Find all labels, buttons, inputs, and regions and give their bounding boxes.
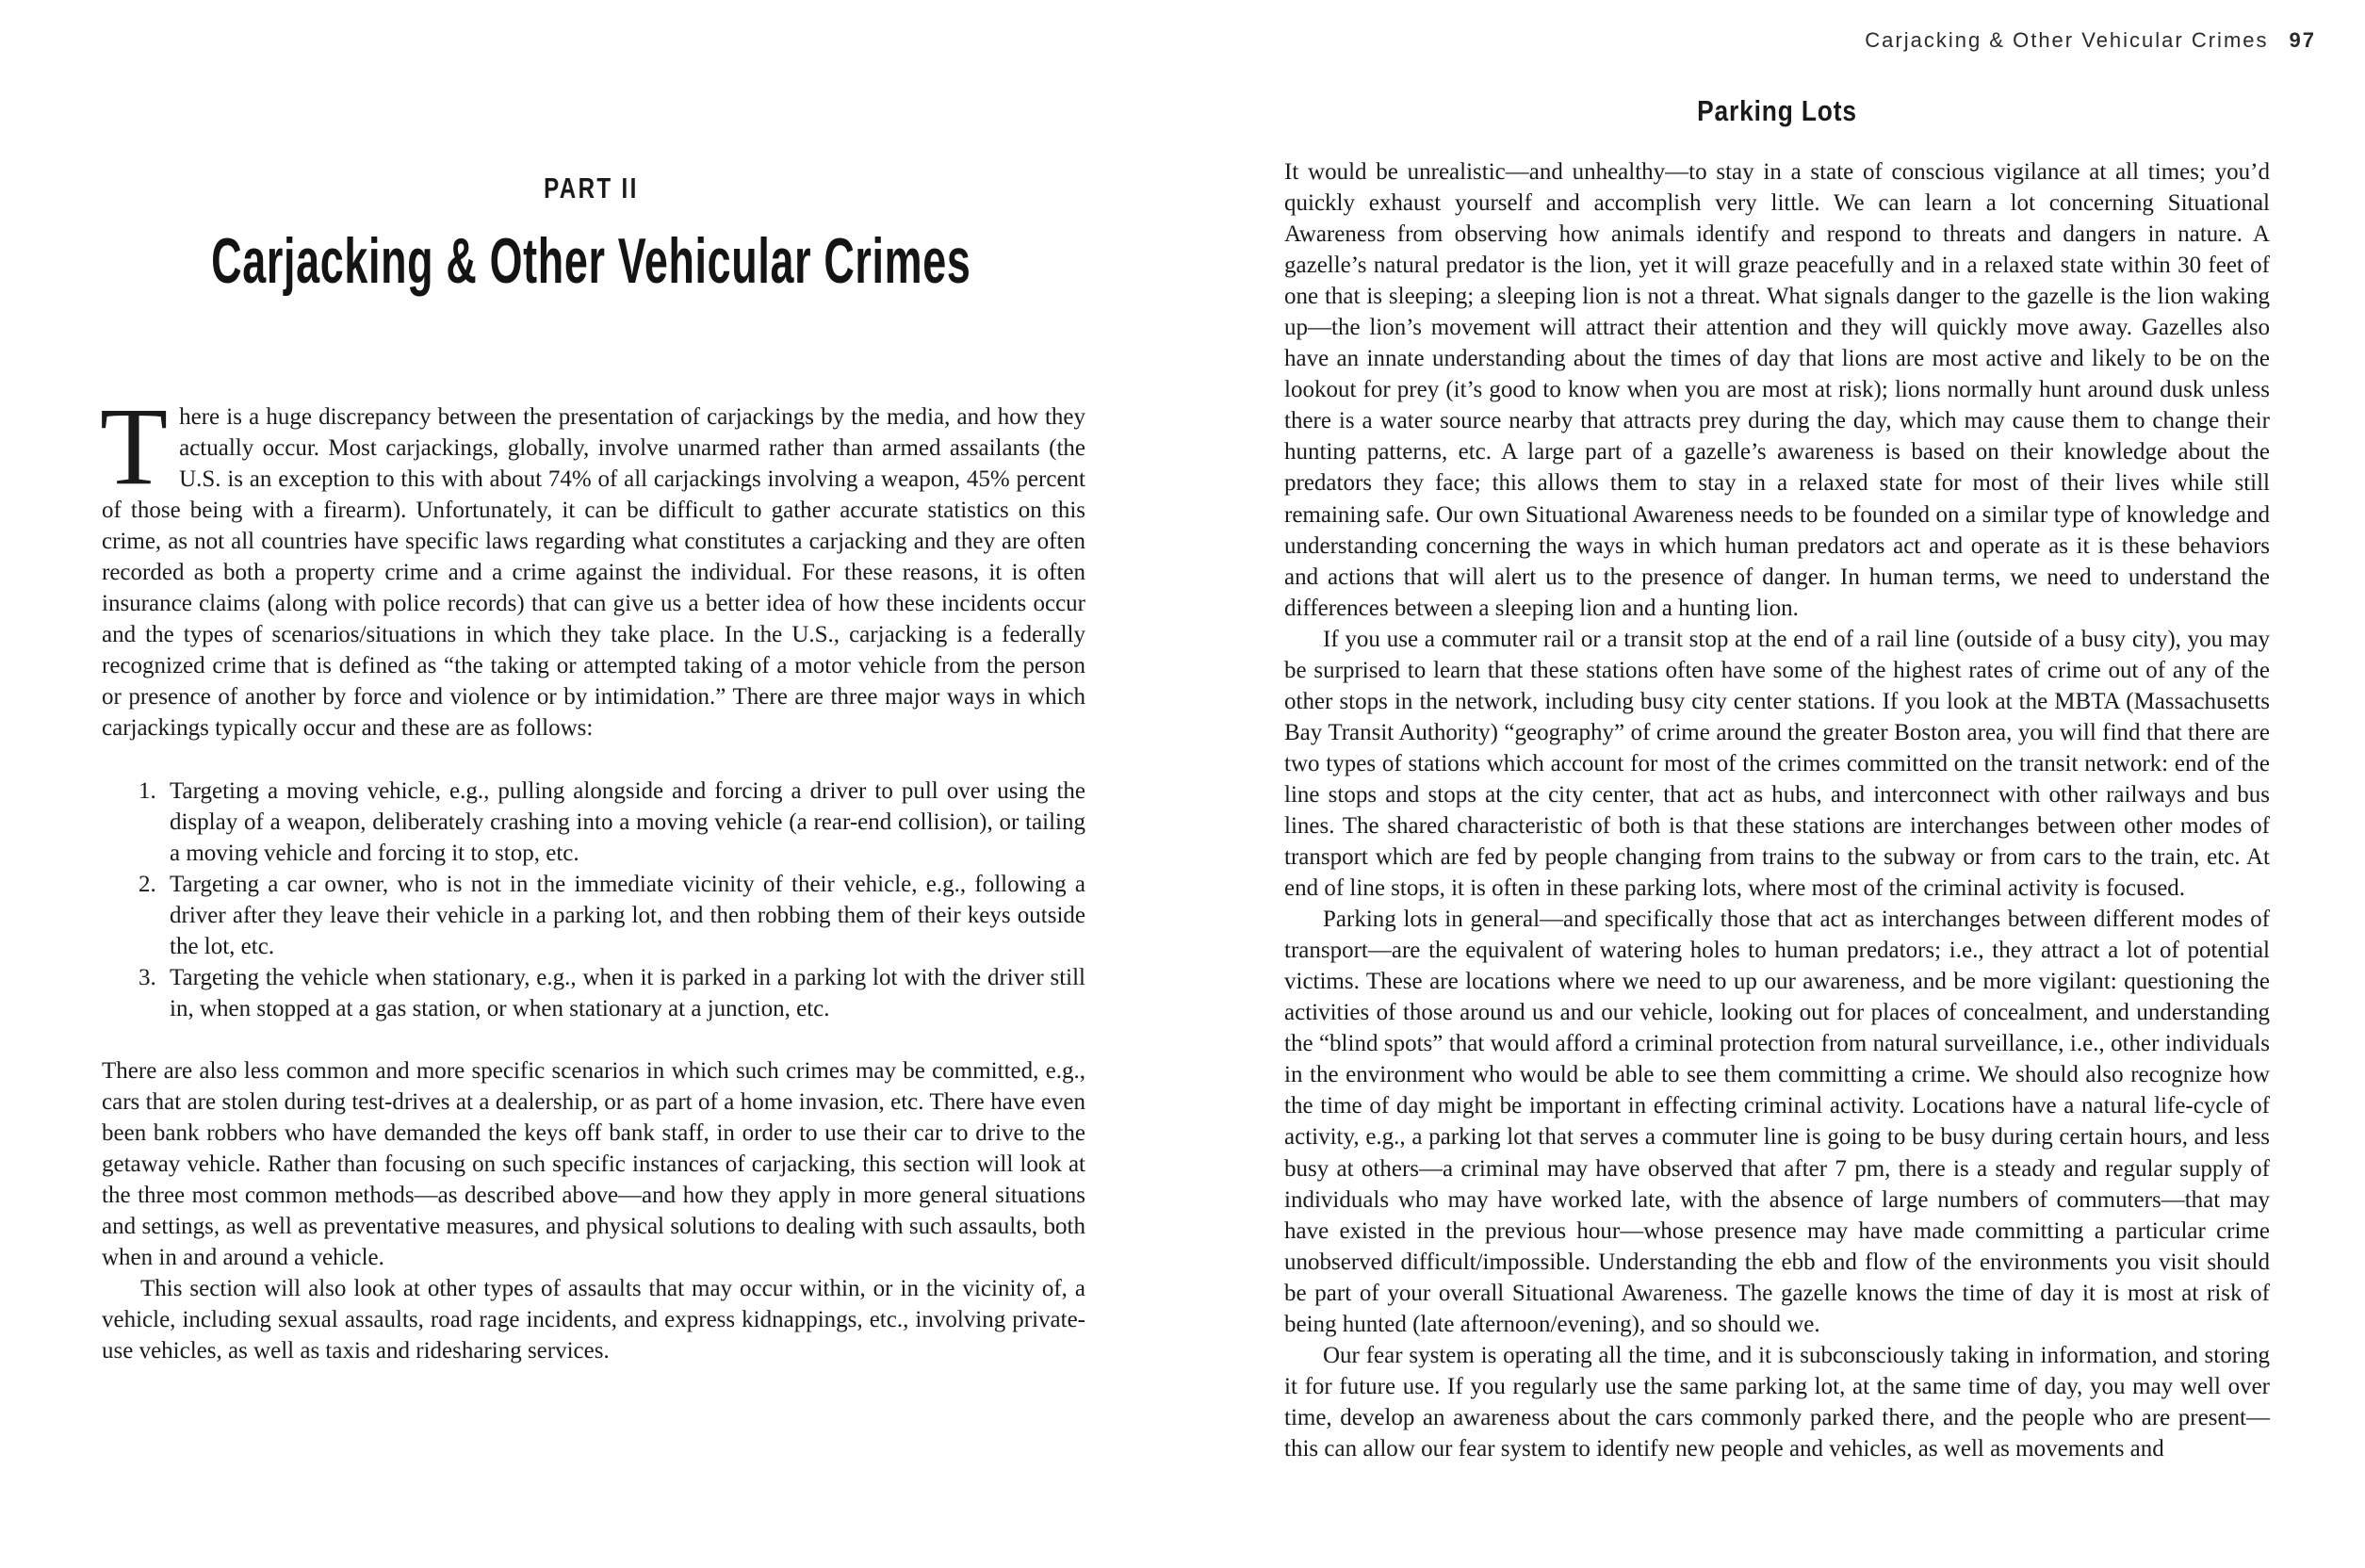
part-title: Carjacking & Other Vehicular Crimes bbox=[211, 225, 971, 297]
left-page bbox=[0, 0, 1182, 1568]
part-label: PART II bbox=[544, 172, 639, 204]
body-paragraph: It would be unrealistic—and unhealthy—to stay in a state of conscious vigilance at all times; you’d quickly exhaust yourself and accomplish very little. We can learn a lot concerning Situational Awareness from observing how animals identify and respond to threats and dangers in nature. A gazelle’s natural predator is the lion, yet it will graze peacefully and in a relaxed state within 30 feet of one that is sleeping; a sleeping lion is not a threat. What signals danger to the gazelle is the lion waking up—the lion’s movement will attract their attention and they will quickly move away. Gazelles also have an innate understanding about the times of day that lions are most active and likely to be on the lookout for prey (it’s good to know when you are most at risk); lions normally hunt around dusk unless there is a water source nearby that attracts prey during the day, which may cause them to change their hunting patterns, etc. A large part of a gazelle’s awareness is based on their knowledge about the predators they face; this allows them to stay in a relaxed state for most of their lives while still remaining safe. Our own Situational Awareness needs to be founded on a similar type of knowledge and understanding concerning the ways in which human predators act and operate as it is these behaviors and actions that will alert us to the presence of danger. In human terms, we need to understand the differences between a sleeping lion and a hunting lion. bbox=[1284, 159, 2270, 621]
right-body-text bbox=[1284, 156, 2270, 1464]
list-item bbox=[139, 962, 1085, 1024]
section-heading: Parking Lots bbox=[1697, 94, 1857, 127]
list-item-number: 3. bbox=[139, 964, 156, 990]
list-item bbox=[139, 869, 1085, 962]
running-head bbox=[1865, 28, 2316, 53]
list-item-number: 2. bbox=[139, 871, 156, 897]
list-item bbox=[139, 776, 1085, 869]
body-paragraph: Parking lots in general—and specifically those that act as interchanges between different modes of transport—are the equivalent of watering holes to human predators; i.e., they attract a lot of potential victims. These are locations where we need to up our awareness, and be more vigilant: questioning the activities of those around us and our vehicle, looking out for places of concealment, and understanding the “blind spots” that would afford a criminal protection from natural surveillance, i.e., other individuals in the environment who would be able to see them committing a crime. We should also recognize how the time of day might be important in effecting criminal activity. Locations have a natural life-cycle of activity, e.g., a parking lot that serves a commuter line is going to be busy during certain hours, and less busy at others—a criminal may have observed that after 7 pm, there is a steady and regular supply of individuals who may have worked late, with the absence of large numbers of commuters—that may have existed in the previous hour—whose presence may have made committing a particular crime unobserved difficult/impossible. Understanding the ebb and flow of the environments you visit should be part of your overall Situational Awareness. The gazelle knows the time of day it is most at risk of being hunted (late afternoon/evening), and so should we. bbox=[1284, 906, 2270, 1337]
body-paragraph: Our fear system is operating all the time, and it is subconsciously taking in information, and storing it for future use. If you regularly use the same parking lot, at the same time of day, you may well over time, develop an awareness about the cars commonly parked there, and the people who are present—this can allow our fear system to identify new people and vehicles, as well as movements and bbox=[1284, 1342, 2270, 1462]
intro-paragraph bbox=[100, 384, 1085, 744]
drop-cap: T bbox=[100, 384, 169, 508]
intro-paragraph-text: here is a huge discrepancy between the presentation of carjackings by the media, and how they actually occur. Most carjackings, globally, involve unarmed rather than armed assailants (the U.S. is an exception to this with about 74% of all carjackings involving a weapon, 45% percent of those being with a firearm). Unfortunately, it can be difficult to gather accurate statistics on this crime, as not all countries have specific laws regarding what constitutes a carjacking and they are often recorded as both a property crime and a crime against the individual. For these reasons, it is often insurance claims (along with police records) that can give us a better idea of how these incidents occur and the types of scenarios/situations in which they take place. In the U.S., carjacking is a federally recognized crime that is defined as “the taking or attempted taking of a motor vehicle from the person or presence of another by force and violence or by intimidation.” There are three major ways in which carjackings typically occur and these are as follows: bbox=[102, 404, 1085, 742]
running-head-title: Carjacking & Other Vehicular Crimes bbox=[1865, 28, 2269, 52]
body-paragraph: There are also less common and more specific scenarios in which such crimes may be committed, e.g., cars that are stolen during test-drives at a dealership, or as part of a home invasion, etc. There have even been bank robbers who have demanded the keys off bank staff, in order to use their car to drive to the getaway vehicle. Rather than focusing on such specific instances of carjacking, this section will look at the three most common methods—as described above—and how they apply in more general situations and settings, as well as preventative measures, and physical solutions to dealing with such assaults, both when in and around a vehicle. bbox=[102, 1057, 1085, 1271]
body-paragraph: If you use a commuter rail or a transit stop at the end of a rail line (outside of a busy city), you may be surprised to learn that these stations often have some of the highest rates of crime out of any of the other stops in the network, including busy city center stations. If you look at the MBTA (Massachusetts Bay Transit Authority) “geography” of crime around the greater Boston area, you will find that there are two types of stations which account for most of the crimes committed on the transit network: end of the line stops and stops at the city center, that act as hubs, and interconnect with other railways and bus lines. The shared characteristic of both is that these stations are interchanges between other modes of transport which are fed by people changing from trains to the subway or from cars to the train, etc. At end of line stops, it is often in these parking lots, where most of the criminal activity is focused. bbox=[1284, 626, 2270, 902]
list-item-text: Targeting a moving vehicle, e.g., pulling alongside and forcing a driver to pull over using the display of a weapon, deliberately crashing into a moving vehicle (a rear-end collision), or tailing a moving vehicle and forcing it to stop, etc. bbox=[170, 777, 1085, 866]
list-item-number: 1. bbox=[139, 777, 156, 804]
body-paragraph: This section will also look at other types of assaults that may occur within, or in the vicinity of, a vehicle, including sexual assaults, road rage incidents, and express kidnappings, etc., involving private-use vehicles, as well as taxis and ridesharing services. bbox=[102, 1276, 1085, 1364]
right-page bbox=[1182, 0, 2365, 1568]
list-item-text: Targeting a car owner, who is not in the immediate vicinity of their vehicle, e.g., following a driver after they leave their vehicle in a parking lot, and then robbing them of their keys outside the lot, etc. bbox=[170, 871, 1085, 959]
carjacking-methods-list bbox=[102, 776, 1085, 1024]
page-number: 97 bbox=[2289, 28, 2316, 52]
list-item-text: Targeting the vehicle when stationary, e.g., when it is parked in a parking lot with the driver still in, when stopped at a gas station, or when stationary at a junction, etc. bbox=[170, 964, 1085, 1021]
left-body-text bbox=[100, 384, 1085, 1366]
